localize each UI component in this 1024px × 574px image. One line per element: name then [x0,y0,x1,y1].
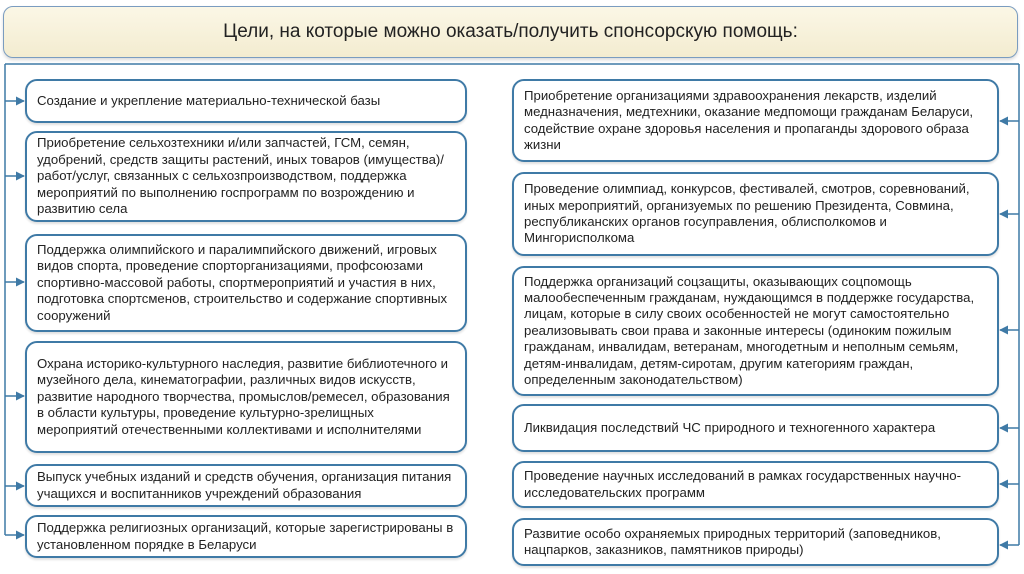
goal-box-right-2 [512,172,999,256]
goal-box-right-1 [512,79,999,162]
goal-text: Охрана историко-культурного наследия, развитие библиотечного и музейного дела, кинематографии, различных видов искусств, развитие народного творчества, промыслов/ремесел, образования в области культуры, проведение культурно-зрелищных мероприятий отечественными коллективами и исполнителями [37,355,450,437]
goal-text: Поддержка организаций соцзащиты, оказывающих соцпомощь малообеспеченным гражданам, нуждающимся в поддержке государства, лицам, которые в силу своих особенностей не могут самостоятельно реализовывать свои права и законные интересы (одиноким пожилым гражданам, инвалидам, ветеранам, многодетным и неполным семьям, детям-инвалидам, детям-сиротам, другим категориям граждан, определенным законодательством) [524,273,975,388]
goal-box-left-3 [25,234,467,332]
goal-box-right-4 [512,404,999,452]
goal-box-left-1 [25,79,467,123]
goal-box-left-2 [25,131,467,222]
goal-box-right-3 [512,266,999,396]
goal-box-right-5 [512,461,999,508]
goal-text: Проведение олимпиад, конкурсов, фестивалей, смотров, соревнований, иных мероприятий, организуемых по решению Президента, Совмина, республиканских органов госуправления, облисполкомов и Мингорисполкома [524,181,970,246]
goal-text: Выпуск учебных изданий и средств обучения, организация питания учащихся и воспитанников учреждений образования [37,469,452,501]
goal-text: Приобретение организациями здравоохранения лекарств, изделий медназначения, медтехники, оказание медпомощи гражданам Беларуси, содействие охране здоровья населения и пропаганды здорового образа жизни [524,87,974,152]
goal-text: Развитие особо охраняемых природных территорий (заповедников, нацпарков, заказников, памятников природы) [524,525,941,557]
goal-box-right-6 [512,518,999,566]
goal-text: Создание и укрепление материально-технической базы [37,92,381,108]
goal-box-left-4 [25,341,467,453]
goal-text: Приобретение сельхозтехники и/или запчастей, ГСМ, семян, удобрений, средств защиты растений, иных товаров (имущества)/работ/услуг, связанных с сельхозпроизводством, поддержка мероприятий по выполнению госпрограмм по возрождению и развитию села [37,135,444,217]
goal-text: Ликвидация последствий ЧС природного и техногенного характера [524,419,936,435]
goal-box-left-6 [25,515,467,558]
goal-text: Проведение научных исследований в рамках государственных научно-исследовательских программ [524,468,961,500]
goal-box-left-5 [25,464,467,507]
goal-text: Поддержка олимпийского и паралимпийского движений, игровых видов спорта, проведение спорторганизациями, профсоюзами спортивно-массовой работы, спортмероприятий и участия в них, подготовка спортсменов, строительство и содержание спортивных сооружений [37,241,448,323]
goal-text: Поддержка религиозных организаций, которые зарегистрированы в установленном порядке в Беларуси [37,520,454,552]
diagram-title: Цели, на которые можно оказать/получить спонсорскую помощь: [3,6,1018,58]
